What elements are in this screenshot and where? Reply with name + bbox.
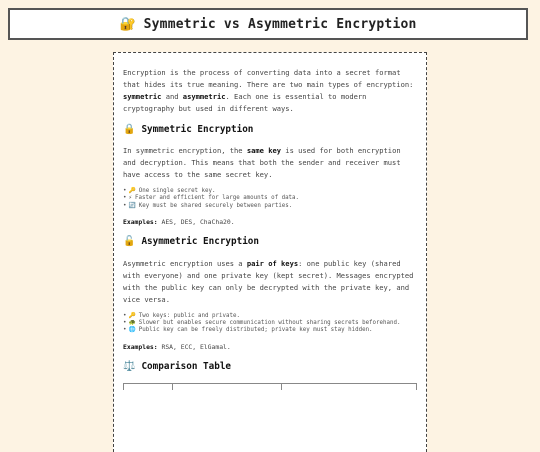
asymmetric-examples (123, 342, 417, 352)
symmetric-heading-text: Symmetric Encryption (141, 123, 254, 135)
asymmetric-desc-bold: pair of keys (246, 258, 299, 268)
intro-text-1: Encryption is the process of converting data into a secret format that hides its true meaning. There are two main types of encryption: (123, 68, 414, 89)
content-card (113, 52, 427, 452)
comparison-heading (123, 360, 417, 374)
examples-label: Examples: (123, 342, 158, 351)
asymmetric-description (123, 258, 417, 306)
scales-icon: ⚖️ (123, 361, 136, 373)
page-title: Symmetric vs Asymmetric Encryption (143, 16, 417, 32)
comparison-table (123, 383, 417, 390)
key-icon: 🔑 (128, 188, 136, 194)
symmetric-description (123, 145, 417, 181)
lightning-icon: ⚡ (128, 195, 132, 202)
symmetric-heading (123, 122, 417, 136)
asymmetric-heading-text: Asymmetric Encryption (141, 236, 259, 248)
refresh-icon: 🔄 (128, 202, 136, 209)
list-item: • 🌐 Public key can be freely distributed; private key must stay hidden. (123, 327, 373, 334)
table-column (124, 384, 173, 390)
asymmetric-desc-1: Asymmetric encryption uses a (123, 258, 247, 268)
asymmetric-heading (123, 235, 417, 249)
examples-text: RSA, ECC, ElGamal. (157, 342, 231, 351)
list-item-text: Two keys: public and private. (138, 312, 240, 319)
symmetric-bullet-list (123, 188, 417, 210)
intro-and: and (161, 92, 183, 101)
symmetric-desc-2: is used for both encryption and decryption. This means that both the sender and receiver must have access to the same secret key. (123, 146, 401, 179)
list-item-text: Faster and efficient for large amounts of data. (135, 195, 300, 202)
turtle-icon: 🐢 (128, 320, 136, 327)
list-item-text: Slower but enables secure communication without sharing secrets beforehand. (138, 320, 401, 327)
intro-asymmetric-term: asymmetric (182, 92, 226, 101)
symmetric-desc-1: In symmetric encryption, the (123, 146, 247, 155)
list-item: • 🐢 Slower but enables secure communication without sharing secrets beforehand. (123, 320, 401, 327)
lock-key-icon: 🔐 (119, 16, 136, 32)
examples-text: AES, DES, ChaCha20. (157, 217, 235, 226)
list-item: • 🔑 One single secret key. (123, 188, 216, 194)
examples-label: Examples: (123, 217, 158, 226)
intro-text-2: . Each one is essential to modern cryptography but used in different ways. (123, 92, 367, 113)
symmetric-desc-bold: same key (246, 146, 282, 155)
list-item: • 🔑 Two keys: public and private. (123, 312, 240, 319)
key-icon: 🔑 (128, 312, 136, 319)
intro-symmetric-term: symmetric (123, 92, 162, 101)
list-item: • ⚡ Faster and efficient for large amounts of data. (123, 195, 300, 202)
list-item-text: Key must be shared securely between parties. (138, 202, 293, 209)
page-header (8, 8, 528, 40)
asymmetric-desc-2: : one public key (shared with everyone) and one private key (kept secret). Messages encrypted with the public key can only be decrypted with the private key, and vice versa. (123, 258, 414, 304)
list-item-text: Public key can be freely distributed; private key must stay hidden. (138, 327, 373, 334)
table-column (282, 384, 416, 390)
symmetric-examples (123, 217, 417, 227)
intro-paragraph (123, 67, 417, 115)
unlock-icon: 🔓 (123, 236, 136, 248)
asymmetric-bullet-list (123, 313, 417, 335)
list-item-text: One single secret key. (138, 188, 216, 194)
list-item: • 🔄 Key must be shared securely between parties. (123, 202, 293, 209)
comparison-heading-text: Comparison Table (141, 361, 232, 373)
globe-icon: 🌐 (128, 327, 136, 334)
table-column (173, 384, 282, 390)
lock-icon: 🔒 (123, 123, 136, 135)
